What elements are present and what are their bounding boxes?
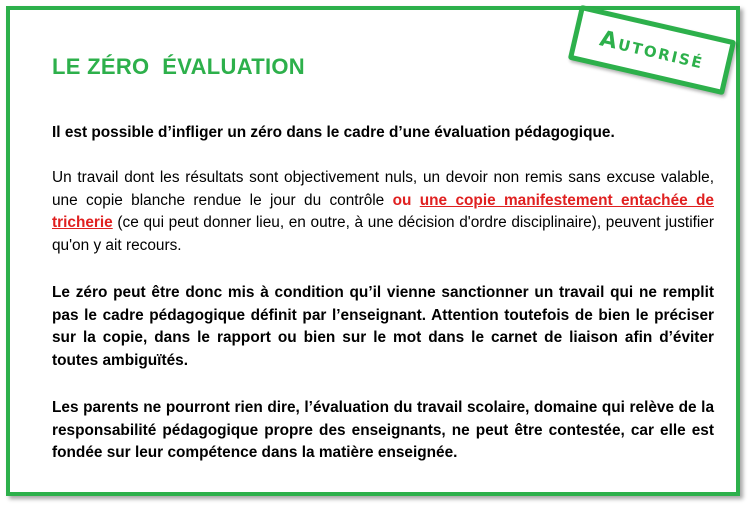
parents-paragraph: Les parents ne pourront rien dire, l’évaluation du travail scolaire, domaine qui relève de la responsabilité pédagogique propre des enseignants, ne peut être contestée, car elle est fondée sur leur compétence dans la matière enseignée.	[52, 399, 714, 461]
cases-text-before: Un travail dont les résultats sont objectivement nuls, un devoir non remis sans excuse valable, une copie blanche rendue le jour du contrôle	[52, 169, 714, 209]
cheating-highlight: une copie manifestement entachée de tricherie	[52, 191, 714, 231]
stamp-label: Autorisé	[597, 25, 707, 75]
condition-paragraph: Le zéro peut être donc mis à condition qu’il vienne sanctionner un travail qui ne remplit pas le cadre pédagogique définit par l’enseignant. Attention toutefois de bien le préciser sur la copie, dans le rapport ou bien sur le mot dans le carnet de liaison afin d’éviter toutes ambiguïtés.	[52, 284, 714, 369]
cases-paragraph	[52, 167, 714, 257]
intro-paragraph: Il est possible d’infliger un zéro dans le cadre d’une évaluation pédagogique.	[52, 124, 615, 141]
cheating-highlight-prefix: ou	[392, 191, 420, 209]
cases-text-after: (ce qui peut donner lieu, en outre, à une décision d'ordre disciplinaire), peuvent justifier qu'on y ait recours.	[52, 214, 714, 254]
page-title: LE ZÉRO ÉVALUATION	[52, 54, 305, 79]
